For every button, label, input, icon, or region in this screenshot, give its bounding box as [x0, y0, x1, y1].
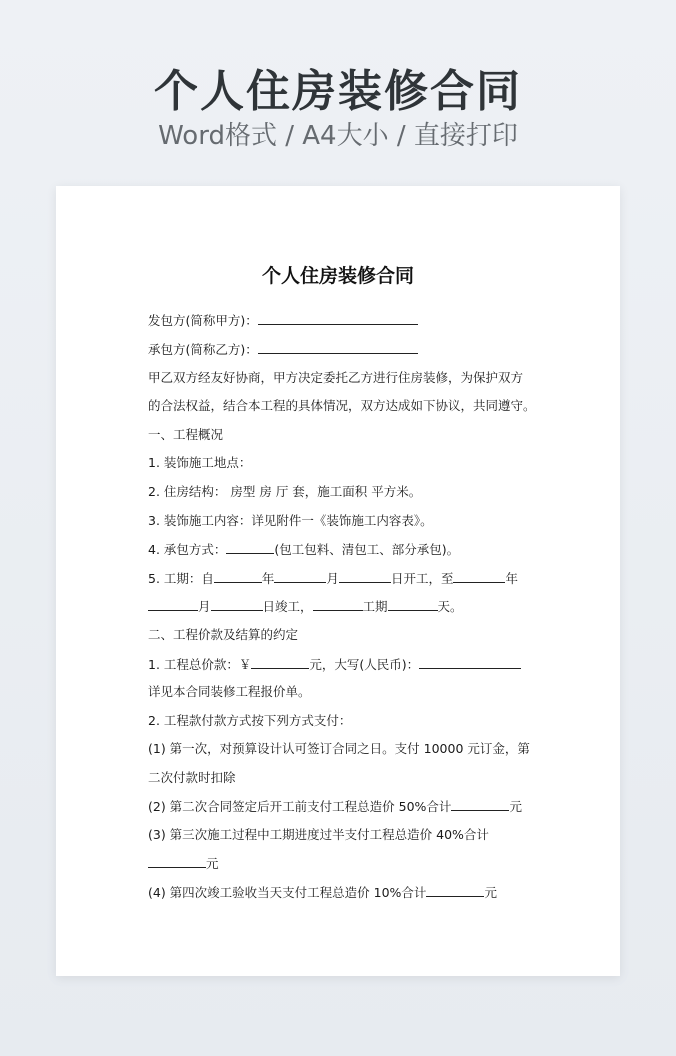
start-month-blank[interactable]: [274, 569, 326, 583]
payment-3-line: (3) 第三次施工过程中工期进度过半支付工程总造价 40%合计: [148, 827, 489, 842]
payment-2-line: [148, 797, 522, 816]
payment-3-line-2: [148, 854, 219, 873]
start-year-blank[interactable]: [214, 569, 262, 583]
contract-method-label: 4. 承包方式：: [148, 542, 227, 557]
party-b-blank[interactable]: [258, 340, 418, 354]
item-total-price: [148, 655, 521, 674]
intro-paragraph-line-2: 的合法权益，结合本工程的具体情况，双方达成如下协议，共同遵守。: [148, 398, 536, 413]
document-title: 个人住房装修合同: [261, 265, 414, 287]
item-housing-structure: 2. 住房结构： 房型 房 厅 套，施工面积 平方米。: [148, 484, 422, 499]
end-year-blank[interactable]: [453, 569, 505, 583]
schedule-label: 5. 工期：自: [148, 571, 214, 586]
party-b-label: 承包方(简称乙方)：: [148, 342, 258, 357]
payment-1-line-2: 二次付款时扣除: [148, 770, 236, 785]
total-price-blank[interactable]: [251, 655, 309, 669]
item-schedule-continued: [148, 597, 463, 616]
document-page: [56, 186, 620, 976]
total-price-capital-blank[interactable]: [419, 655, 521, 669]
duration-prefix-blank[interactable]: [313, 597, 363, 611]
end-day-blank[interactable]: [211, 597, 263, 611]
party-a-line: [148, 311, 418, 330]
contract-method-options: (包工包料、清包工、部分承包)。: [274, 542, 460, 557]
payment-4-unit: 元: [484, 885, 497, 900]
item-construction-content: 3. 装饰施工内容：详见附件一《装饰施工内容表》。: [148, 513, 433, 528]
party-b-line: [148, 340, 418, 359]
payment-1-line-1: (1) 第一次，对预算设计认可签订合同之日。支付 10000 元订金，第: [148, 741, 530, 756]
end-day-unit: 日竣工，: [262, 599, 313, 614]
payment-4-label: (4) 第四次竣工验收当天支付工程总造价 10%合计: [148, 885, 427, 900]
duration-unit: 天。: [437, 599, 463, 614]
end-month-blank[interactable]: [148, 597, 198, 611]
payment-2-unit: 元: [509, 799, 522, 814]
end-year-unit: 年: [505, 571, 518, 586]
party-a-blank[interactable]: [258, 311, 418, 325]
section-heading-pricing: 二、工程价款及结算的约定: [148, 627, 299, 642]
duration-days-blank[interactable]: [388, 597, 438, 611]
start-month-unit: 月: [326, 571, 339, 586]
banner-subtitle: Word格式 / A4大小 / 直接打印: [158, 121, 518, 151]
item-construction-site: 1. 装饰施工地点：: [148, 455, 252, 470]
duration-label: 工期: [362, 599, 388, 614]
start-day-unit: 日开工，至: [390, 571, 454, 586]
start-day-blank[interactable]: [339, 569, 391, 583]
payment-4-blank[interactable]: [426, 883, 484, 897]
payment-2-label: (2) 第二次合同签定后开工前支付工程总造价 50%合计: [148, 799, 452, 814]
start-year-unit: 年: [261, 571, 275, 586]
payment-3-unit: 元: [206, 856, 219, 871]
end-month-unit: 月: [198, 599, 211, 614]
item-schedule: [148, 569, 518, 588]
payment-3-blank[interactable]: [148, 854, 206, 868]
party-a-label: 发包方(简称甲方)：: [148, 313, 258, 328]
total-price-capital-label: 元，大写(人民币)：: [309, 657, 420, 672]
item-contract-method: [148, 540, 459, 559]
payment-2-blank[interactable]: [451, 797, 509, 811]
contract-method-blank[interactable]: [226, 540, 274, 554]
section-heading-overview: 一、工程概况: [148, 427, 224, 442]
payment-4-line: [148, 883, 497, 902]
total-price-label: 1. 工程总价款：￥: [148, 657, 252, 672]
intro-paragraph-line-1: 甲乙双方经友好协商，甲方决定委托乙方进行住房装修，为保护双方: [148, 370, 524, 385]
banner-title: 个人住房装修合同: [154, 66, 522, 117]
item-price-note: 详见本合同装修工程报价单。: [148, 684, 311, 699]
item-payment-method: 2. 工程款付款方式按下列方式支付：: [148, 713, 352, 728]
